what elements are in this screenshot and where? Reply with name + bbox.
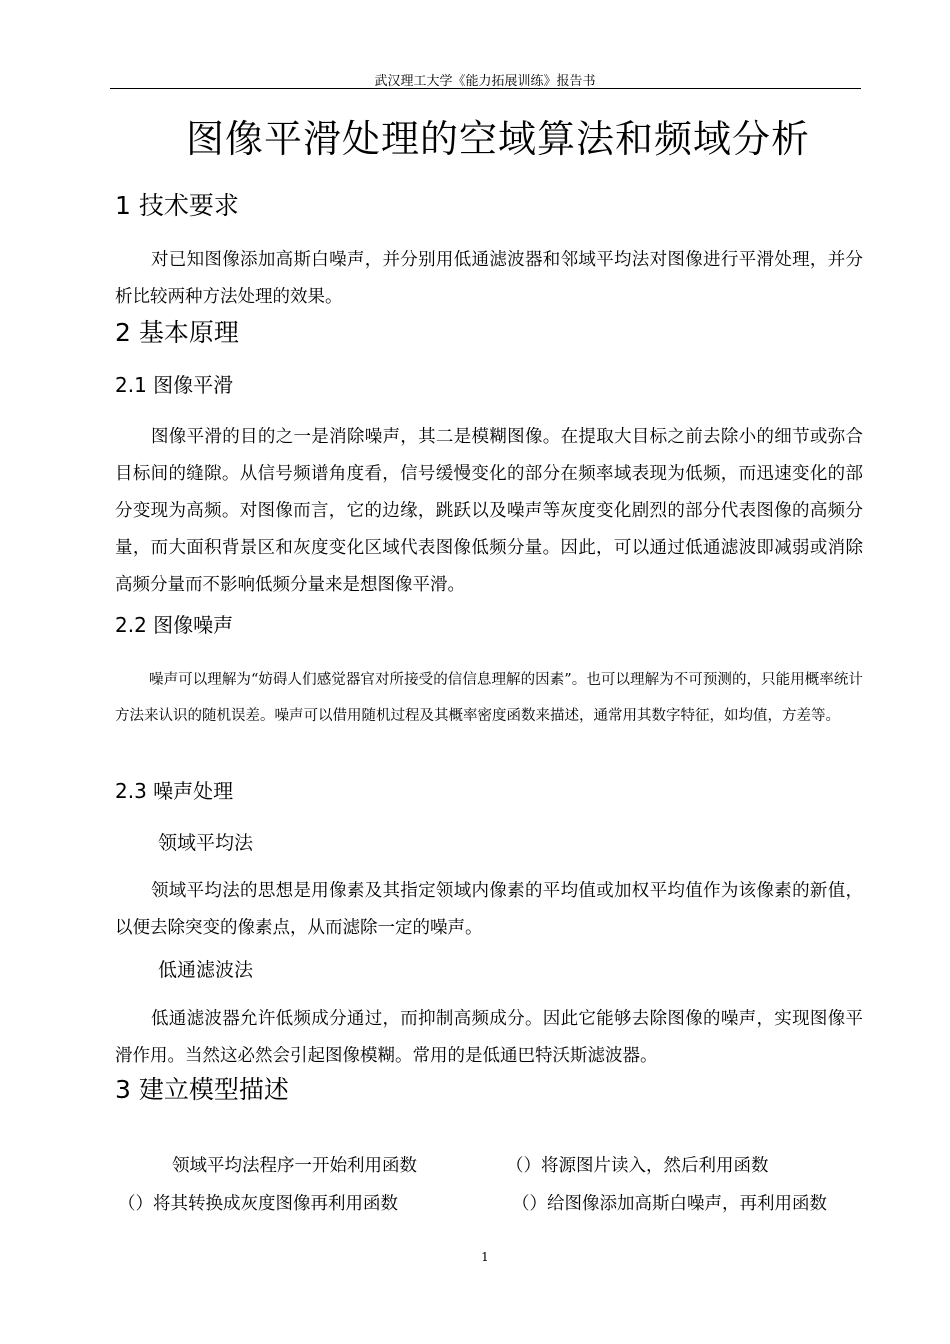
- model-line-1-left: 领域平均法程序一开始利用函数: [172, 1156, 417, 1176]
- section-2-heading: 2 基本原理: [115, 318, 239, 347]
- section-2-2-heading: 2.2 图像噪声: [115, 613, 234, 637]
- subsection-neighborhood-average-heading: 领域平均法: [158, 832, 254, 854]
- page-number: 1: [481, 1250, 489, 1264]
- section-1-paragraph: 对已知图像添加高斯白噪声，并分别用低通滤波器和邻域平均法对图像进行平滑处理，并分析比较两种方法处理的效果。: [115, 250, 863, 307]
- section-1-heading: 1 技术要求: [115, 191, 239, 220]
- subsection-lowpass-paragraph: 低通滤波器允许低频成分通过，而抑制高频成分。因此它能够去除图像的噪声，实现图像平滑作用。当然这必然会引起图像模糊。常用的是低通巴特沃斯滤波器。: [115, 1009, 863, 1066]
- document-title: 图像平滑处理的空域算法和频域分析: [185, 117, 810, 161]
- running-header: 武汉理工大学《能力拓展训练》报告书: [374, 74, 596, 89]
- model-line-2-right: （）给图像添加高斯白噪声，再利用函数: [512, 1194, 827, 1214]
- section-2-2-paragraph: 噪声可以理解为“妨碍人们感觉器官对所接受的信信息理解的因素”。也可以理解为不可预测的，只能用概率统计方法来认识的随机误差。噪声可以借用随机过程及其概率密度函数来描述，通常用其数字特征，如均值，方差等。: [115, 672, 863, 724]
- model-line-1-right: （）将源图片读入，然后利用函数: [506, 1156, 769, 1176]
- subsection-neighborhood-average-paragraph: 领域平均法的思想是用像素及其指定领域内像素的平均值或加权平均值作为该像素的新值，以便去除突变的像素点，从而滤除一定的噪声。: [115, 881, 863, 938]
- section-3-heading: 3 建立模型描述: [115, 1075, 289, 1104]
- section-2-1-paragraph: 图像平滑的目的之一是消除噪声，其二是模糊图像。在提取大目标之前去除小的细节或弥合目标间的缝隙。从信号频谱角度看，信号缓慢变化的部分在频率域表现为低频，而迅速变化的部分变现为高频。对图像而言，它的边缘，跳跃以及噪声等灰度变化剧烈的部分代表图像的高频分量，而大面积背景区和灰度变化区域代表图像低频分量。因此，可以通过低通滤波即减弱或消除高频分量而不影响低频分量来是想图像平滑。: [115, 427, 863, 595]
- subsection-lowpass-heading: 低通滤波法: [158, 959, 254, 981]
- header-divider: [110, 88, 861, 89]
- section-2-1-heading: 2.1 图像平滑: [115, 373, 234, 397]
- model-line-2-left: （）将其转换成灰度图像再利用函数: [118, 1194, 398, 1214]
- section-2-3-heading: 2.3 噪声处理: [115, 779, 234, 803]
